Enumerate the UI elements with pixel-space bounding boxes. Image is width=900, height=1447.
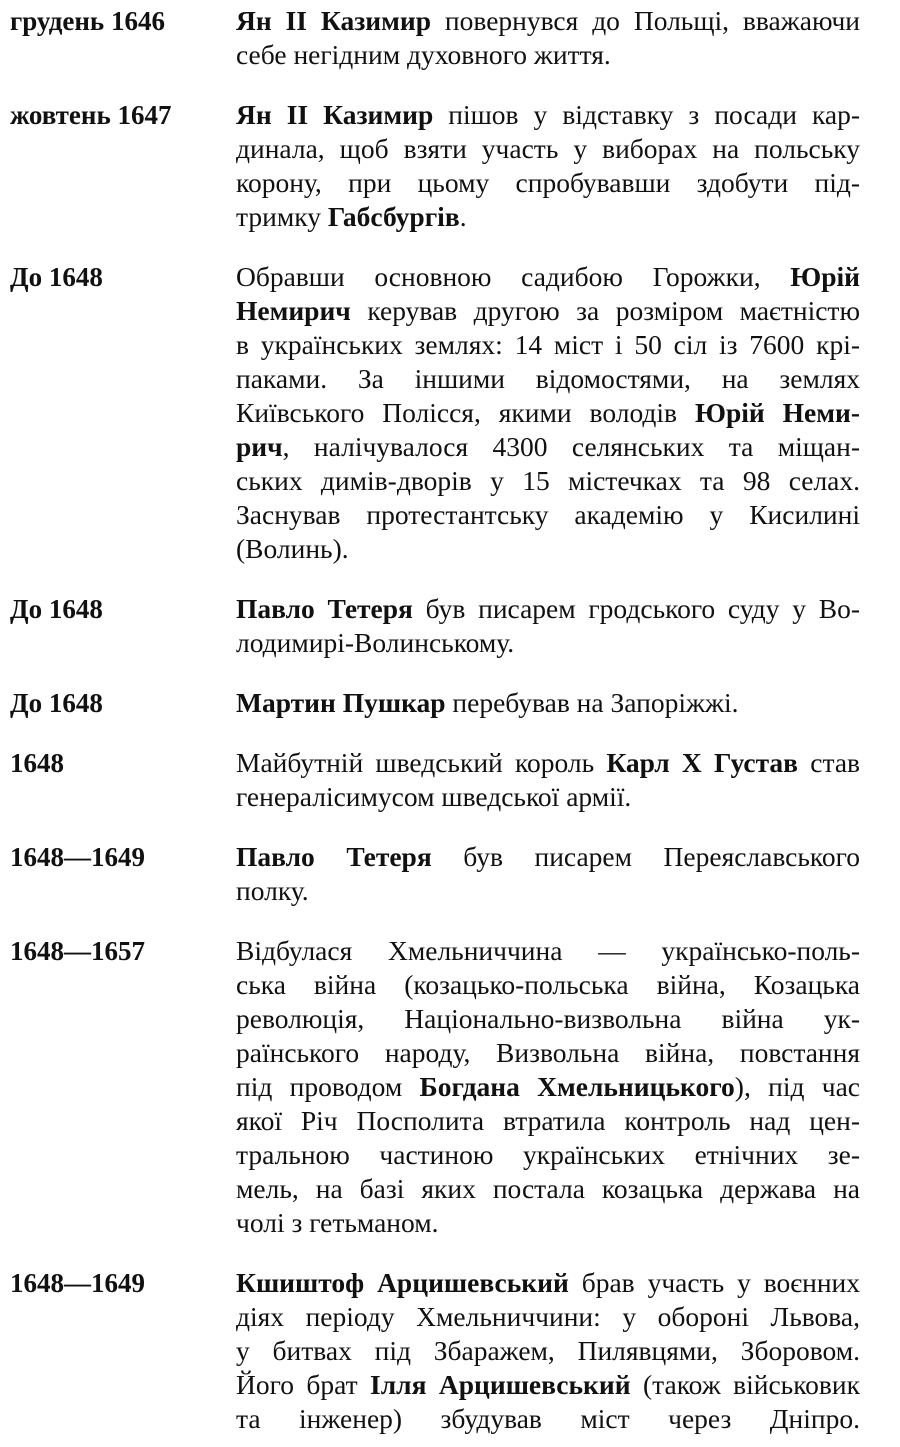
description-line: [236, 1266, 860, 1300]
text-run: генералісимусом шведської армії.: [236, 781, 632, 812]
text-run: під проводом: [236, 1071, 420, 1102]
text-run: був писарем гродського суду у Во-: [412, 593, 860, 624]
bold-name: Ілля Арцишевський: [370, 1369, 631, 1400]
description-line: [236, 1002, 860, 1036]
text-run: Заснував протестантську академію у Кисилині: [236, 499, 860, 530]
description-line: [236, 1300, 860, 1334]
entry-date: 1648—1649: [10, 1268, 145, 1298]
description-line: [236, 1036, 860, 1070]
description-line: [236, 328, 860, 362]
text-run: Майбутній шведський король: [236, 747, 607, 778]
text-run: став: [798, 747, 861, 778]
entry-description: [236, 592, 860, 660]
entry-date: 1648—1649: [10, 842, 145, 872]
text-run: полку.: [236, 875, 309, 906]
description-line: [236, 166, 860, 200]
description-line: [236, 1070, 860, 1104]
description-line: [236, 294, 860, 328]
text-run: та інженер) збудував міст через Дніпро.: [236, 1403, 860, 1434]
text-run: перебував на Запоріжжі.: [445, 687, 739, 718]
text-run: (Волинь).: [236, 533, 349, 564]
entry-description: [236, 840, 860, 908]
text-run: Відбулася Хмельниччина — українсько-поль-: [236, 935, 860, 966]
text-run: корону, при цьому спробувавши здобути під-: [236, 167, 860, 198]
text-run: Київського Полісся, якими володів: [236, 397, 695, 428]
description-line: [236, 362, 860, 396]
text-run: (також військовик: [630, 1369, 860, 1400]
bold-name: Карл X Густав: [606, 747, 799, 778]
text-run: пішов у відставку з посади кар-: [433, 99, 861, 130]
text-run: , налічувалося 4300 селянських та міщан-: [282, 431, 860, 462]
text-run: брав участь у воєнних: [568, 1267, 860, 1298]
text-run: ська війна (козацько-польська війна, Козацька: [236, 969, 860, 1000]
bold-name: Павло Тетеря: [236, 841, 432, 872]
description-line: [236, 532, 860, 566]
bold-name: Юрій Неми-: [694, 397, 861, 428]
text-run: був писарем Переяславського: [431, 841, 860, 872]
text-run: динала, щоб взяти участь у виборах на польську: [236, 133, 860, 164]
text-run: в українських землях: 14 міст і 50 сіл із 7600 крі-: [236, 329, 860, 360]
entry-description: [236, 746, 860, 814]
text-run: лодимирі-Волинському.: [236, 627, 515, 658]
description-line: [236, 260, 860, 294]
bold-name: Богдана Хмельницького: [419, 1071, 735, 1102]
text-run: тримку: [236, 201, 328, 232]
description-line: [236, 840, 860, 874]
description-line: [236, 1104, 860, 1138]
entry-date: 1648: [10, 748, 64, 778]
bold-name: Ян II Казимир: [236, 5, 431, 36]
description-line: [236, 1368, 860, 1402]
bold-name: Мартин Пушкар: [236, 687, 446, 718]
description-line: [236, 1172, 860, 1206]
description-line: [236, 746, 860, 780]
bold-name: Кшиштоф Арцишевський: [236, 1267, 569, 1298]
entry-description: [236, 1266, 860, 1436]
text-run: мель, на базі яких постала козацька держава на: [236, 1173, 860, 1204]
bold-name: рич: [236, 431, 283, 462]
description-line: [236, 498, 860, 532]
bold-name: Ян II Казимир: [236, 99, 434, 130]
description-line: [236, 686, 860, 720]
description-line: [236, 1402, 860, 1436]
entry-date: грудень 1646: [10, 6, 165, 36]
bold-name: Габсбургів: [327, 201, 460, 232]
description-line: [236, 200, 860, 234]
description-line: [236, 1138, 860, 1172]
entry-date: 1648—1657: [10, 936, 145, 966]
description-line: [236, 874, 860, 908]
bold-name: Павло Тетеря: [236, 593, 413, 624]
text-run: ), під час: [734, 1071, 860, 1102]
text-run: ських димів-дворів у 15 містечках та 98 селах.: [236, 465, 860, 496]
text-run: керував другою за розміром маєтністю: [350, 295, 860, 326]
description-line: [236, 780, 860, 814]
text-run: якої Річ Посполита втратила контроль над цен-: [236, 1105, 860, 1136]
bold-name: Немирич: [236, 295, 351, 326]
entry-description: [236, 4, 860, 72]
text-run: Обравши основною садибою Горожки,: [236, 261, 791, 292]
description-line: [236, 132, 860, 166]
description-line: [236, 592, 860, 626]
entry-description: [236, 934, 860, 1240]
description-line: [236, 396, 860, 430]
entry-description: [236, 260, 860, 566]
text-run: повернувся до Польщі, вважаючи: [431, 5, 860, 36]
text-run: раїнського народу, Визвольна війна, повстання: [236, 1037, 860, 1068]
description-line: [236, 968, 860, 1002]
entry-date: До 1648: [10, 594, 103, 624]
text-run: діях періоду Хмельниччини: у обороні Львова,: [236, 1301, 860, 1332]
description-line: [236, 934, 860, 968]
text-run: Його брат: [236, 1369, 371, 1400]
description-line: [236, 626, 860, 660]
text-run: .: [459, 201, 467, 232]
description-line: [236, 38, 860, 72]
description-line: [236, 98, 860, 132]
description-line: [236, 1206, 860, 1240]
entry-date: До 1648: [10, 262, 103, 292]
entry-description: [236, 98, 860, 234]
text-run: чолі з гетьманом.: [236, 1207, 439, 1238]
description-line: [236, 1334, 860, 1368]
description-line: [236, 4, 860, 38]
text-run: паками. За іншими відомостями, на землях: [236, 363, 860, 394]
entry-description: [236, 686, 860, 720]
text-run: себе негідним духовного життя.: [236, 39, 611, 70]
text-run: у битвах під Збаражем, Пилявцями, Зборовом.: [236, 1335, 860, 1366]
text-run: тральною частиною українських етнічних зе-: [236, 1139, 860, 1170]
description-line: [236, 430, 860, 464]
entry-date: До 1648: [10, 688, 103, 718]
text-run: революція, Національно-визвольна війна ук-: [236, 1003, 860, 1034]
bold-name: Юрій: [790, 261, 860, 292]
entry-date: жовтень 1647: [10, 100, 172, 130]
description-line: [236, 464, 860, 498]
